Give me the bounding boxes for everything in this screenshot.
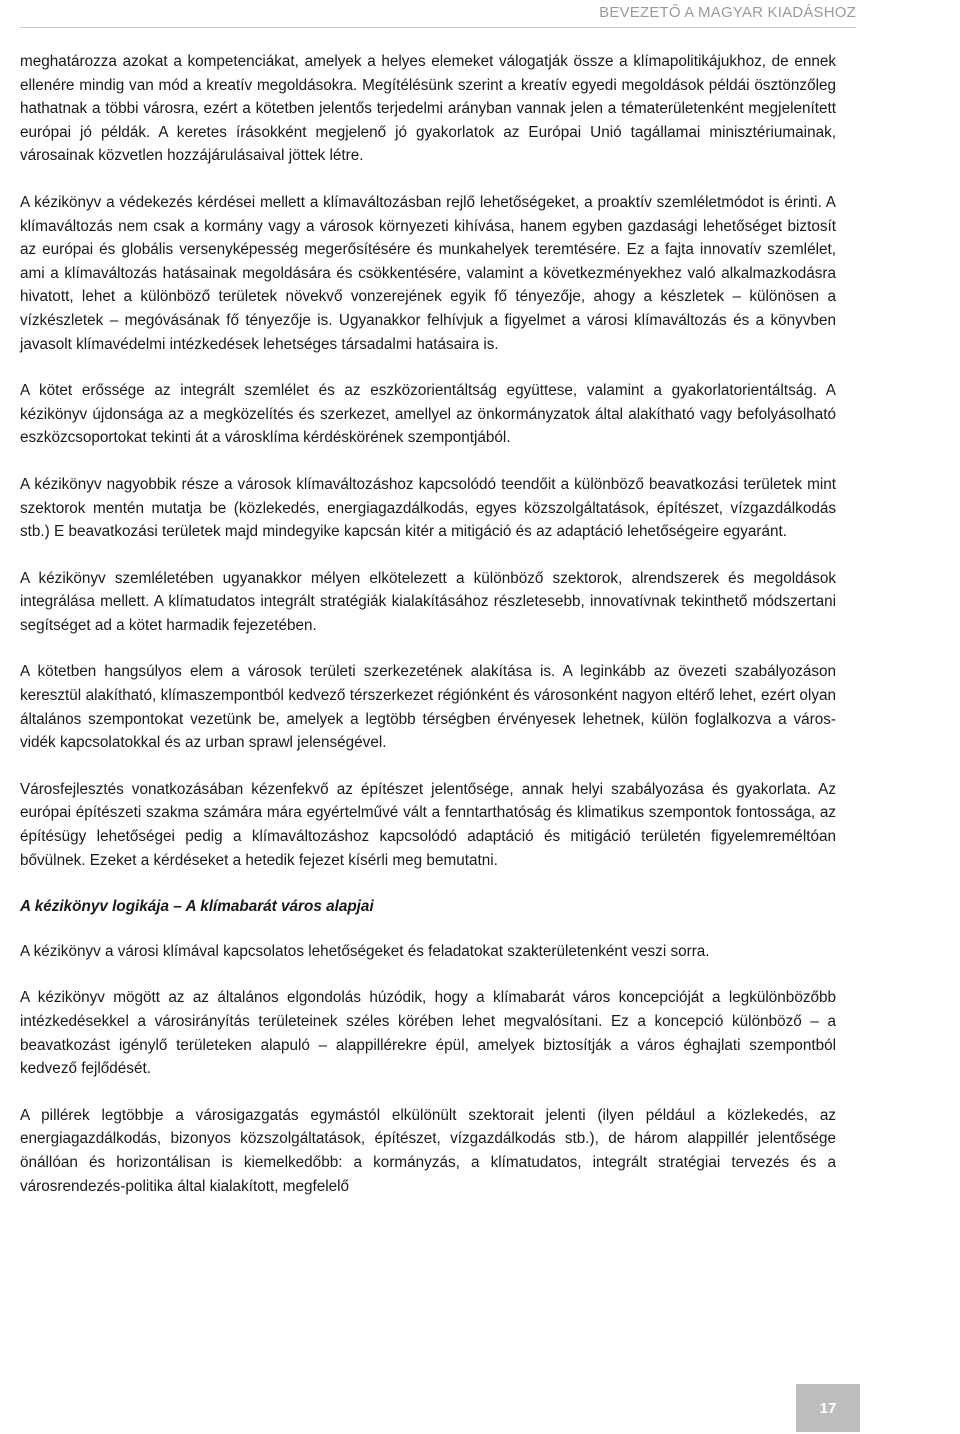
body-paragraph: A kötet erőssége az integrált szemlélet és az eszközorientáltság együttese, valamint a gyakorlatorientáltság. A kézikönyv újdonsága az a megközelítés és szerkezet, amellyel az önkormányzatok által alakítható vagy befolyásolható eszközcsoportokat tekinti át a városklíma kérdéskörének szempontjából. <box>20 382 836 447</box>
section-heading: A kézikönyv logikája – A klímabarát város alapjai <box>20 898 374 916</box>
page-header <box>20 0 856 28</box>
body-paragraph: A kézikönyv nagyobbik része a városok klímaváltozáshoz kapcsolódó teendőit a különböző beavatkozási területek mint szektorok mentén mutatja be (közlekedés, energiagazdálkodás, egyes közszolgáltatások, építészet, vízgazdálkodás stb.) E beavatkozási területek majd mindegyike kapcsán kitér a mitigáció és az adaptáció lehetőségeire egyaránt. <box>20 475 836 541</box>
body-paragraph: Városfejlesztés vonatkozásában kézenfekvő az építészet jelentősége, annak helyi szabályozása és gyakorlata. Az európai építészeti szakma számára mára egyértelművé vált a fenntarthatóság és klimatikus szempontok fontossága, az építésügy lehetőségei pedig a klímaváltozáshoz kapcsolódó adaptáció és mitigáció területén figyelemreméltóan bővülnek. Ezeket a kérdéseket a hetedik fejezet kísérli meg bemutatni. <box>20 780 836 869</box>
document-body <box>20 50 836 1221</box>
body-paragraph: A kötetben hangsúlyos elem a városok területi szerkezetének alakítása is. A leginkább az övezeti szabályozáson keresztül alakítható, klímaszempontból kedvező térszerkezet régiónként és városonként nagyon eltérő lehet, ezért olyan általános szempontokat vezetünk be, amelyek a legtöbb térségben érvényesek lehetnek, külön foglalkozva a város-vidék kapcsolatokkal és az urban sprawl jelenségével. <box>20 663 836 752</box>
page-number: 17 <box>819 1399 837 1417</box>
body-paragraph: meghatározza azokat a kompetenciákat, amelyek a helyes elemeket válogatják össze a klímapolitikájukhoz, de ennek ellenére mindig van mód a kreatív megoldásokra. Megítélésünk szerint a kreatív egyedi megoldások példái ösztönzőleg hathatnak a többi városra, ezért a kötetben jelentős terjedelmi arányban vannak jelen a tématerületenként megjelenített európai jó példák. A keretes írásokként megjelenő jó gyakorlatok az Európai Unió tagállamai minisztériumainak, városainak közvetlen hozzájárulásaival jöttek létre. <box>20 53 836 165</box>
body-paragraph: A kézikönyv a védekezés kérdései mellett a klímaváltozásban rejlő lehetőségeket, a proaktív szemléletmódot is érinti. A klímaváltozás nem csak a kormány vagy a városok környezeti kihívása, hanem egyben gazdasági lehetőséget biztosít az európai és globális versenyképesség megerősítésére és munkahelyek teremtésére. Ez a fajta innovatív szemlélet, ami a klímaváltozás hatásainak megoldására és csökkentésére, valamint a következményekhez való alkalmazkodásra hivatott, lehet a különböző területek növekvő vonzerejének egyik fő tényezője, ahogy a készletek – különösen a vízkészletek – megóvásának fő tényezője is. Ugyanakkor felhívjuk a figyelmet a városi klímaváltozás és a könyvben javasolt klímavédelmi intézkedések lehetséges társadalmi hatásaira is. <box>20 193 836 353</box>
section-paragraph: A kézikönyv mögött az az általános elgondolás húzódik, hogy a klímabarát város koncepcióját a legkülönbözőbb intézkedésekkel a városirányítás területeinek széles körében lehet megvalósítani. Ez a koncepció különböző – a beavatkozást igénylő területeken alapuló – alappillérekre épül, amelyek biztosítják a város éghajlati szempontból kedvező fejlődését. <box>20 989 836 1078</box>
running-header-title: BEVEZETŐ A MAGYAR KIADÁSHOZ <box>599 4 856 21</box>
section-paragraph: A pillérek legtöbbje a városigazgatás egymástól elkülönült szektorait jelenti (ilyen például a közlekedés, az energiagazdálkodás, bizonyos közszolgáltatások, építészet, vízgazdálkodás stb.), de három alappillér jelentősége önállóan és horizontálisan is kiemelkedőbb: a kormányzás, a klímatudatos, integrált stratégiai tervezés és a városrendezés-politika által kialakított, megfelelő <box>20 1106 836 1195</box>
page-number-box <box>796 1384 860 1432</box>
section-paragraph: A kézikönyv a városi klímával kapcsolatos lehetőségeket és feladatokat szakterületenként veszi sorra. <box>20 942 710 960</box>
body-paragraph: A kézikönyv szemléletében ugyanakkor mélyen elkötelezett a különböző szektorok, alrendszerek és megoldások integrálása mellett. A klímatudatos integrált stratégiák kialakításához részletesebb, innovatívnak tekinthető módszertani segítséget ad a kötet harmadik fejezetében. <box>20 569 836 634</box>
